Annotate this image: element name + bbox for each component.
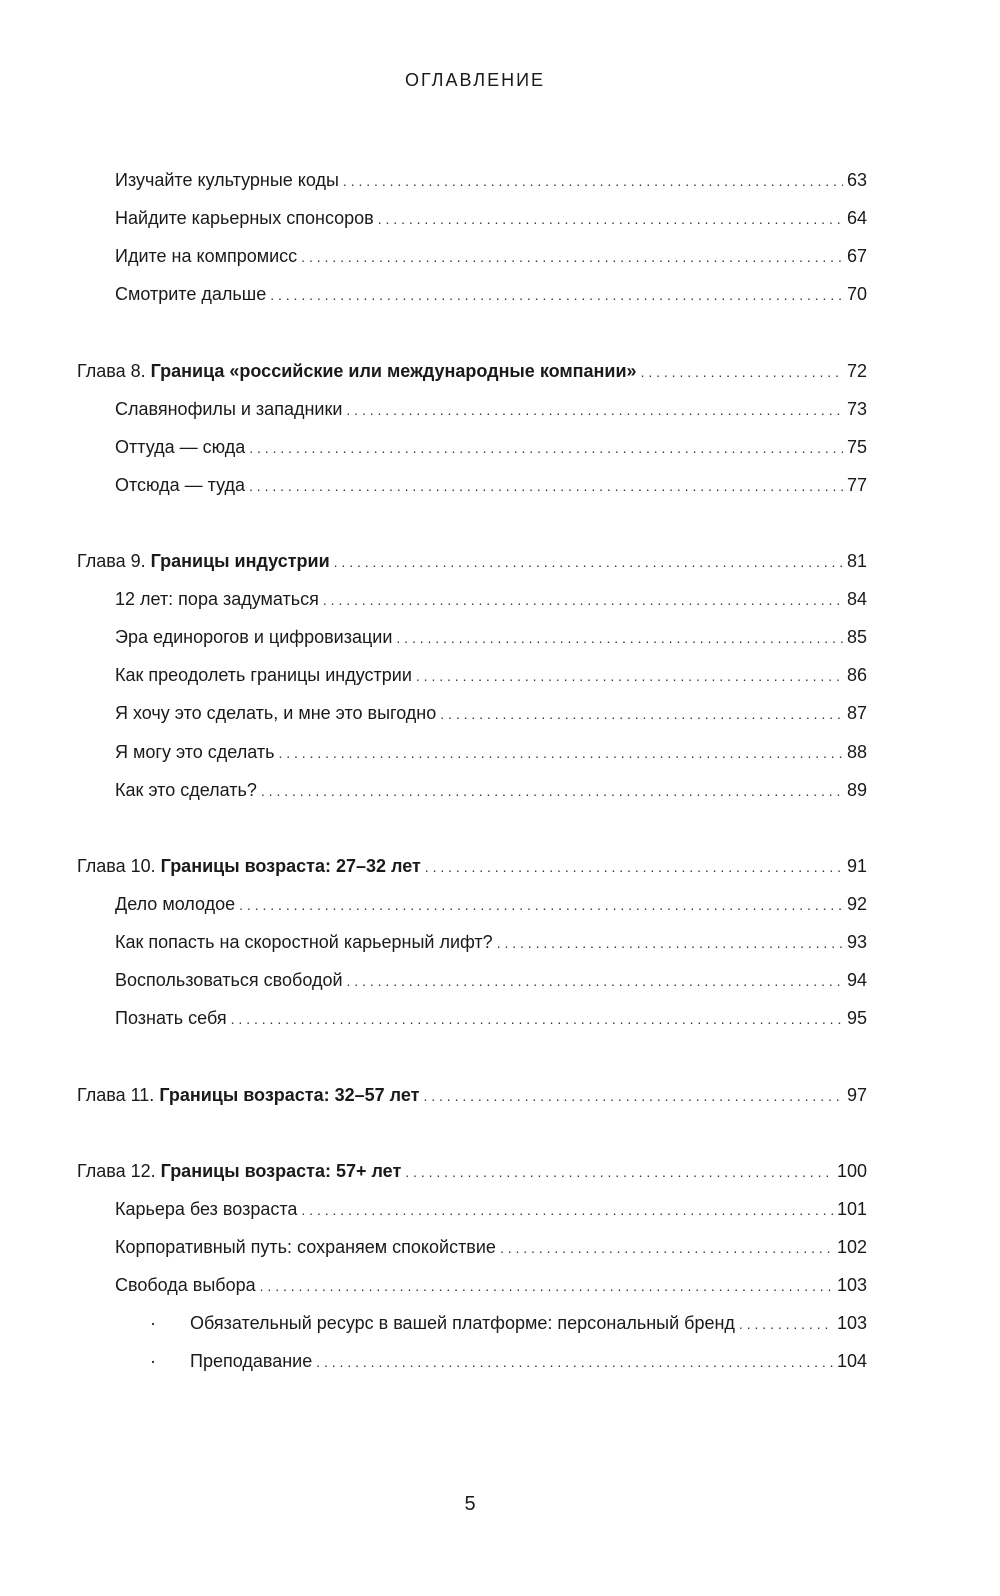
toc-section-entry	[115, 968, 867, 992]
page-ref: 84	[846, 589, 867, 609]
dot-leader	[301, 245, 843, 269]
toc-chapter-entry	[77, 854, 867, 878]
entry-title: Карьера без возраста	[115, 1199, 298, 1219]
toc-section-entry	[115, 1235, 867, 1259]
entry-title: Отсюда — туда	[115, 475, 246, 495]
chapter-number: Глава 8.	[77, 361, 146, 381]
toc-chapter-entry	[77, 359, 867, 383]
toc-section-entry	[115, 587, 867, 611]
toc-section-entry	[115, 206, 867, 230]
entry-title: Идите на компромисс	[115, 246, 298, 266]
entry-title: Обязательный ресурс в вашей платформе: персональный бренд	[190, 1313, 735, 1333]
page-ref: 67	[846, 246, 867, 266]
chapter-number: Глава 9.	[77, 551, 146, 571]
page-ref: 87	[846, 703, 867, 723]
toc-section-entry	[115, 1006, 867, 1030]
page-ref: 93	[846, 932, 867, 952]
page-ref: 97	[846, 1085, 867, 1105]
toc-section-entry	[115, 778, 867, 802]
dot-leader	[739, 1312, 833, 1336]
dot-leader	[440, 702, 843, 726]
entry-title: Корпоративный путь: сохраняем спокойствие	[115, 1237, 496, 1257]
dot-leader	[323, 588, 843, 612]
entry-title: 12 лет: пора задуматься	[115, 589, 319, 609]
chapter-title: Границы возраста: 32–57 лет	[159, 1085, 420, 1105]
entry-title: Познать себя	[115, 1008, 227, 1028]
toc-section-entry	[115, 740, 867, 764]
dot-leader	[416, 664, 843, 688]
toc-section-entry	[115, 473, 867, 497]
entry-title	[77, 854, 421, 878]
toc-chapter-entry	[77, 1159, 867, 1183]
dot-leader	[500, 1236, 833, 1260]
entry-title: Смотрите дальше	[115, 284, 267, 304]
toc-section-entry	[115, 625, 867, 649]
toc-section-entry	[115, 168, 867, 192]
entry-title: Свобода выбора	[115, 1275, 256, 1295]
page-ref: 72	[846, 361, 867, 381]
entry-title	[77, 359, 637, 383]
entry-title: Как преодолеть границы индустрии	[115, 665, 412, 685]
toc-section-entry	[115, 397, 867, 421]
page-ref: 94	[846, 970, 867, 990]
dot-leader	[425, 855, 843, 879]
toc-section-entry	[115, 282, 867, 306]
entry-title: Славянофилы и западники	[115, 399, 343, 419]
dot-leader	[423, 1084, 843, 1108]
entry-title: Найдите карьерных спонсоров	[115, 208, 374, 228]
page-ref: 89	[846, 780, 867, 800]
dot-leader	[260, 1274, 833, 1298]
dot-leader	[301, 1198, 833, 1222]
entry-title	[77, 1083, 419, 1107]
page-ref: 73	[846, 399, 867, 419]
entry-title: Оттуда — сюда	[115, 437, 246, 457]
dot-leader	[343, 169, 843, 193]
page-ref: 104	[836, 1351, 867, 1371]
page-ref: 70	[846, 284, 867, 304]
page-ref: 81	[846, 551, 867, 571]
page-ref: 88	[846, 742, 867, 762]
page-ref: 101	[836, 1199, 867, 1219]
entry-title: Дело молодое	[115, 894, 236, 914]
toc-chapter-entry	[77, 1083, 867, 1107]
chapter-number: Глава 12.	[77, 1161, 156, 1181]
chapter-number: Глава 10.	[77, 856, 156, 876]
chapter-title: Граница «российские или международные компании»	[150, 361, 637, 381]
entry-title	[77, 549, 330, 573]
page-ref: 91	[846, 856, 867, 876]
entry-title: Преподавание	[190, 1351, 313, 1371]
page-ref: 77	[846, 475, 867, 495]
toc-section-entry	[115, 1197, 867, 1221]
chapter-title: Границы возраста: 57+ лет	[160, 1161, 402, 1181]
toc-chapter-entry	[77, 549, 867, 573]
page-ref: 86	[846, 665, 867, 685]
entry-title: Как попасть на скоростной карьерный лифт?	[115, 932, 493, 952]
toc-bullet-entry	[150, 1311, 867, 1335]
toc-section-entry	[115, 930, 867, 954]
dot-leader	[347, 969, 843, 993]
dot-leader	[334, 550, 843, 574]
entry-title: Воспользоваться свободой	[115, 970, 343, 990]
entry-title: Изучайте культурные коды	[115, 170, 339, 190]
toc-bullet-entry	[150, 1349, 867, 1373]
page-ref: 100	[836, 1161, 867, 1181]
page-ref: 92	[846, 894, 867, 914]
entry-title	[77, 1159, 401, 1183]
chapter-title: Границы возраста: 27–32 лет	[160, 856, 421, 876]
toc-section-entry	[115, 435, 867, 459]
page-ref: 103	[836, 1313, 867, 1333]
dot-leader	[249, 436, 843, 460]
dot-leader	[346, 398, 843, 422]
dot-leader	[405, 1160, 833, 1184]
entry-title: Я могу это сделать	[115, 742, 275, 762]
chapter-number: Глава 11.	[77, 1085, 155, 1105]
dot-leader	[270, 283, 843, 307]
dot-leader	[396, 626, 843, 650]
dot-leader	[378, 207, 843, 231]
bullet-mark: ·	[150, 1351, 156, 1371]
entry-title: Я хочу это сделать, и мне это выгодно	[115, 703, 437, 723]
dot-leader	[316, 1350, 833, 1374]
dot-leader	[239, 893, 843, 917]
dot-leader	[231, 1007, 843, 1031]
page-number: 5	[464, 1493, 476, 1515]
chapter-title: Границы индустрии	[150, 551, 330, 571]
toc-section-entry	[115, 244, 867, 268]
toc-section-entry	[115, 892, 867, 916]
toc-section-entry	[115, 701, 867, 725]
bullet-mark: ·	[150, 1313, 156, 1333]
entry-title: Как это сделать?	[115, 780, 257, 800]
dot-leader	[261, 779, 843, 803]
entry-title: Эра единорогов и цифровизации	[115, 627, 393, 647]
toc-section-entry	[115, 663, 867, 687]
page-title: ОГЛАВЛЕНИЕ	[404, 70, 546, 90]
page-ref: 102	[836, 1237, 867, 1257]
dot-leader	[641, 360, 843, 384]
page-ref: 63	[846, 170, 867, 190]
toc-section-entry	[115, 1273, 867, 1297]
dot-leader	[497, 931, 843, 955]
dot-leader	[249, 474, 843, 498]
page-ref: 85	[846, 627, 867, 647]
page-ref: 64	[846, 208, 867, 228]
page-ref: 95	[846, 1008, 867, 1028]
dot-leader	[278, 741, 843, 765]
page-ref: 103	[836, 1275, 867, 1295]
page-ref: 75	[846, 437, 867, 457]
